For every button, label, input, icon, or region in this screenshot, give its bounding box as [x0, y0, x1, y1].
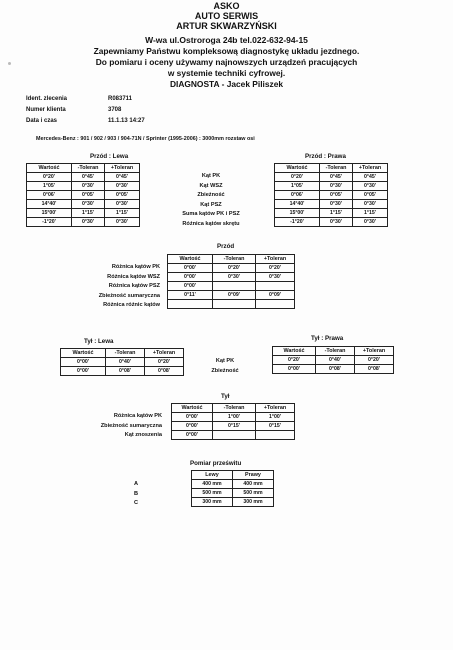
plus-tolerance-cell [256, 300, 295, 309]
minus-tolerance-cell: 0°08' [106, 367, 145, 376]
right-value-cell: 400 mm [233, 480, 274, 489]
table-row [168, 273, 295, 282]
table-row [172, 413, 295, 422]
rear-right-title: Tył : Prawa [311, 335, 344, 342]
table-row [27, 173, 140, 182]
minus-tolerance-cell: 0°05' [320, 191, 353, 200]
minus-tolerance-cell: 0°30' [72, 182, 105, 191]
value-cell: 0°00' [273, 365, 316, 374]
label-caster: Kąt PSZ [200, 201, 222, 208]
rear-right-table [272, 346, 394, 374]
label-c: C [133, 500, 139, 506]
header-cell: Lewy [192, 471, 233, 480]
minus-tolerance-cell: 1°15' [72, 209, 105, 218]
minus-tolerance-cell [213, 431, 256, 440]
table-row [275, 218, 388, 227]
rear-labels [200, 357, 250, 376]
value-cell: 0°00' [168, 264, 213, 273]
value-cell: 1°05' [275, 182, 320, 191]
table-row [275, 200, 388, 209]
plus-tolerance-cell: 1°15' [353, 209, 388, 218]
table-row [168, 291, 295, 300]
value-cell: 15°00' [27, 209, 72, 218]
minus-tolerance-cell: 0°15' [213, 422, 256, 431]
minus-tolerance-cell: 0°30' [320, 182, 353, 191]
front-right-table [274, 163, 388, 227]
value-cell: 0°00' [172, 413, 213, 422]
label-rear-toe: Zbieżność [211, 367, 239, 374]
label-kpi: Kąt WSZ [199, 182, 223, 189]
minus-tolerance-cell: 0°45' [320, 173, 353, 182]
front-axle-title: Przód [217, 243, 235, 250]
label-turning-difference: Różnica kątów skrętu [182, 220, 240, 227]
table-row [27, 191, 140, 200]
client-value: 3708 [108, 107, 122, 113]
table-row [168, 282, 295, 291]
table-header-row [27, 164, 140, 173]
table-row [192, 489, 274, 498]
rear-left-title: Tył : Lewa [84, 338, 114, 345]
label-camber-difference: Różnica kątów PK [111, 264, 160, 270]
table-row [27, 218, 140, 227]
minus-tolerance-cell: 0°40' [106, 358, 145, 367]
value-cell: -1°20' [275, 218, 320, 227]
value-cell: 0°20' [273, 356, 316, 365]
minus-tolerance-cell: 1°15' [320, 209, 353, 218]
minus-tolerance-cell: 1°00' [213, 413, 256, 422]
label-rear-total-toe: Zbieżność sumaryczna [100, 422, 162, 429]
table-row [275, 209, 388, 218]
label-camber: Kąt PK [201, 173, 221, 179]
value-cell [168, 300, 213, 309]
table-header-row [172, 404, 295, 413]
front-labels [150, 172, 272, 229]
date-value: 11.1.13 14:27 [108, 118, 145, 124]
minus-tolerance-cell: 0°09' [213, 291, 256, 300]
plus-tolerance-cell: 0°05' [105, 191, 140, 200]
header-cell: +Toleran [256, 255, 295, 264]
minus-tolerance-cell: 0°20' [213, 264, 256, 273]
company-subtitle: AUTO SERWIS [194, 11, 259, 21]
label-rear-camber: Kąt PK [215, 358, 235, 364]
table-row [275, 191, 388, 200]
rear-axle-title: Tył [221, 393, 230, 400]
plus-tolerance-cell: 0°30' [353, 182, 388, 191]
value-cell: 14°40' [275, 200, 320, 209]
header-cell: -Toleran [213, 404, 256, 413]
minus-tolerance-cell: 0°30' [72, 218, 105, 227]
plus-tolerance-cell: 0°30' [256, 273, 295, 282]
table-row [273, 356, 394, 365]
table-row [192, 498, 274, 507]
plus-tolerance-cell: 0°45' [353, 173, 388, 182]
table-row [275, 182, 388, 191]
header-cell: -Toleran [320, 164, 353, 173]
label-included-angle: Suma kątów PK i PSZ [182, 211, 240, 217]
table-row [168, 300, 295, 309]
value-cell: 0°00' [168, 282, 213, 291]
header-cell: Wartość [27, 164, 72, 173]
value-cell: 0°00' [172, 431, 213, 440]
header-cell: +Toleran [105, 164, 140, 173]
right-value-cell: 500 mm [233, 489, 274, 498]
plus-tolerance-cell: 0°08' [145, 367, 184, 376]
plus-tolerance-cell: 0°30' [353, 218, 388, 227]
header-cell: -Toleran [72, 164, 105, 173]
plus-tolerance-cell: 0°08' [355, 365, 394, 374]
owner-name: ARTUR SKWARZYŃSKI [176, 21, 277, 31]
left-value-cell: 400 mm [192, 480, 233, 489]
table-row [172, 431, 295, 440]
value-cell: 1°05' [27, 182, 72, 191]
value-cell: 0°20' [27, 173, 72, 182]
label-difference-of-differences: Różnica różnic kątów [103, 302, 160, 308]
value-cell: -1°20' [27, 218, 72, 227]
plus-tolerance-cell: 0°30' [105, 182, 140, 191]
value-cell: 0°00' [61, 367, 106, 376]
plus-tolerance-cell [256, 282, 295, 291]
diagnostician: DIAGNOSTA - Jacek Piliszek [169, 79, 284, 89]
value-cell: 0°00' [61, 358, 106, 367]
header-cell: -Toleran [213, 255, 256, 264]
minus-tolerance-cell: 0°30' [213, 273, 256, 282]
plus-tolerance-cell: 1°00' [256, 413, 295, 422]
table-header-row [192, 471, 274, 480]
value-cell: 0°06' [275, 191, 320, 200]
header-cell: Wartość [275, 164, 320, 173]
value-cell: 0°06' [27, 191, 72, 200]
label-caster-difference: Różnica kątów PSZ [108, 283, 160, 289]
plus-tolerance-cell: 0°30' [105, 218, 140, 227]
rear-axle-labels [60, 412, 162, 441]
value-cell: 0°11' [168, 291, 213, 300]
plus-tolerance-cell: 0°09' [256, 291, 295, 300]
minus-tolerance-cell: 0°30' [320, 218, 353, 227]
table-header-row [168, 255, 295, 264]
value-cell: 14°40' [27, 200, 72, 209]
measure-table [191, 470, 274, 507]
order-value: R083711 [108, 96, 133, 102]
order-label: Ident. zlecenia [26, 96, 68, 102]
header-cell: +Toleran [353, 164, 388, 173]
table-header-row [61, 349, 184, 358]
left-value-cell: 500 mm [192, 489, 233, 498]
label-rear-camber-difference: Różnica kątów PK [113, 413, 162, 419]
header-cell: -Toleran [316, 347, 355, 356]
rear-axle-table [171, 403, 295, 440]
value-cell: 0°00' [168, 273, 213, 282]
table-row [27, 182, 140, 191]
value-cell: 0°00' [172, 422, 213, 431]
plus-tolerance-cell: 0°20' [355, 356, 394, 365]
date-label: Data i czas [26, 118, 58, 124]
table-row [61, 358, 184, 367]
minus-tolerance-cell [213, 300, 256, 309]
intro-line-2: Do pomiaru i oceny używamy najnowszych urządzeń pracujących [95, 57, 358, 67]
front-left-table [26, 163, 140, 227]
plus-tolerance-cell: 0°15' [256, 422, 295, 431]
address-line: W-wa ul.Ostroroga 24b tel.022-632-94-15 [145, 35, 308, 45]
right-value-cell: 300 mm [233, 498, 274, 507]
minus-tolerance-cell: 0°08' [316, 365, 355, 374]
minus-tolerance-cell: 0°45' [72, 173, 105, 182]
intro-line-3: w systemie techniki cyfrowej. [167, 68, 286, 78]
front-axle-labels [60, 263, 160, 311]
front-axle-table [167, 254, 295, 309]
minus-tolerance-cell: 0°30' [72, 200, 105, 209]
label-toe: Zbieżność [197, 192, 225, 198]
header-cell: Wartość [273, 347, 316, 356]
label-total-toe: Zbieżność sumaryczna [98, 292, 160, 299]
header-cell: +Toleran [256, 404, 295, 413]
plus-tolerance-cell: 0°45' [105, 173, 140, 182]
front-right-title: Przód : Prawa [305, 153, 346, 160]
header-cell: Wartość [172, 404, 213, 413]
table-row [27, 209, 140, 218]
minus-tolerance-cell: 0°05' [72, 191, 105, 200]
table-row [61, 367, 184, 376]
label-b: B [133, 490, 139, 497]
value-cell: 0°20' [275, 173, 320, 182]
table-row [172, 422, 295, 431]
plus-tolerance-cell: 0°30' [105, 200, 140, 209]
front-left-title: Przód : Lewa [90, 153, 129, 160]
plus-tolerance-cell: 0°20' [256, 264, 295, 273]
header-cell: -Toleran [106, 349, 145, 358]
header-cell: +Toleran [355, 347, 394, 356]
header-cell: Wartość [61, 349, 106, 358]
left-value-cell: 300 mm [192, 498, 233, 507]
table-row [168, 264, 295, 273]
measure-labels [131, 480, 141, 509]
header-cell: Wartość [168, 255, 213, 264]
plus-tolerance-cell: 0°30' [353, 200, 388, 209]
plus-tolerance-cell: 0°20' [145, 358, 184, 367]
table-header-row [273, 347, 394, 356]
client-label: Numer klienta [26, 107, 66, 113]
table-row [273, 365, 394, 374]
plus-tolerance-cell [256, 431, 295, 440]
intro-line-1: Zapewniamy Państwu kompleksową diagnostykę układu jezdnego. [93, 46, 360, 56]
minus-tolerance-cell: 0°30' [320, 200, 353, 209]
label-thrust-angle: Kąt znoszenia [124, 432, 162, 438]
header-cell: Prawy [233, 471, 274, 480]
minus-tolerance-cell: 0°40' [316, 356, 355, 365]
label-kpi-difference: Różnica kątów WSZ [107, 273, 160, 280]
table-row [275, 173, 388, 182]
rear-left-table [60, 348, 184, 376]
company-name: ASKO [213, 1, 240, 11]
vehicle-info: Mercedes-Benz : 901 / 902 / 903 / 904-71N / Sprinter (1995-2006) : 3000mm rozstaw osi [36, 136, 255, 142]
plus-tolerance-cell: 0°05' [353, 191, 388, 200]
table-row [27, 200, 140, 209]
table-header-row [275, 164, 388, 173]
header-cell: +Toleran [145, 349, 184, 358]
label-a: A [133, 481, 139, 487]
plus-tolerance-cell: 1°15' [105, 209, 140, 218]
minus-tolerance-cell [213, 282, 256, 291]
table-row [192, 480, 274, 489]
measure-title: Pomiar prześwitu [190, 460, 242, 467]
value-cell: 15°00' [275, 209, 320, 218]
